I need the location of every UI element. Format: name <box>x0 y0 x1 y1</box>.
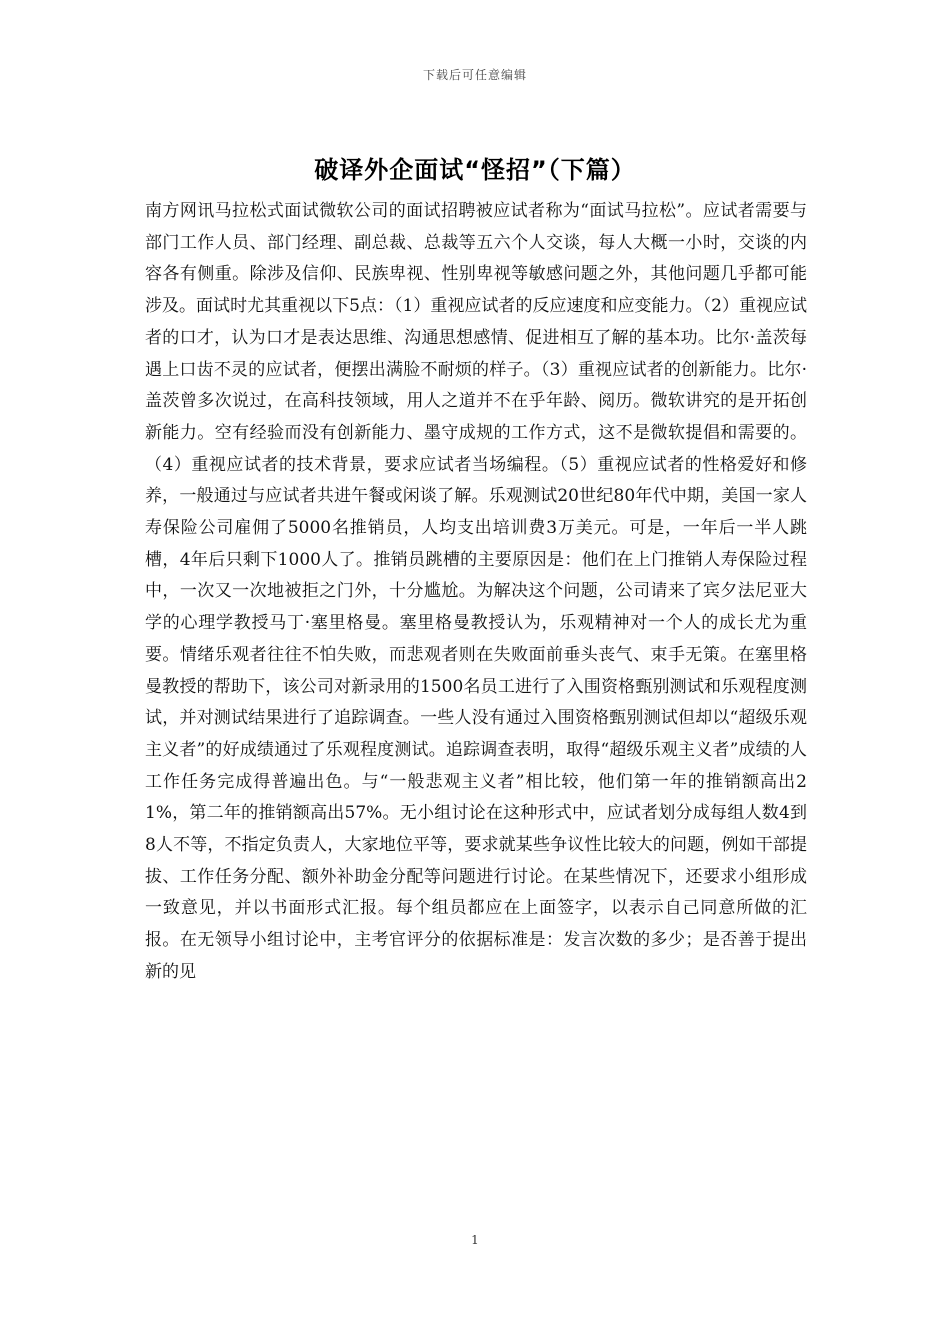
page-header: 下载后可任意编辑 <box>422 68 527 82</box>
document-title: 破译外企面试“怪招”（下篇） <box>314 156 636 184</box>
body-paragraph: 南方网讯马拉松式面试微软公司的面试招聘被应试者称为“面试马拉松”。应试者需要与部门工作人员、部门经理、副总裁、总裁等五六个人交谈，每人大概一小时，交谈的内容各有侧重。除涉及信仰、民族卑视、性别卑视等敏感问题之外，其他问题几乎都可能涉及。面试时尤其重视以下5点：（1）重视应试者的反应速度和应变能力。（2）重视应试者的口才，认为口才是表达思维、沟通思想感情、促进相互了解的基本功。比尔·盖茨每遇上口齿不灵的应试者，便摆出满脸不耐烦的样子。（3）重视应试者的创新能力。比尔·盖茨曾多次说过，在高科技领域，用人之道并不在乎年龄、阅历。微软讲究的是开拓创新能力。空有经验而没有创新能力、墨守成规的工作方式，这不是微软提倡和需要的。（4）重视应试者的技术背景，要求应试者当场编程。（5）重视应试者的性格爱好和修养，一般通过与应试者共进午餐或闲谈了解。乐观测试20世纪80年代中期，美国一家人寿保险公司雇佣了5000名推销员，人均支出培训费3万美元。可是，一年后一半人跳槽，4年后只剩下1000人了。推销员跳槽的主要原因是：他们在上门推销人寿保险过程中，一次又一次地被拒之门外，十分尴尬。为解决这个问题，公司请来了宾夕法尼亚大学的心理学教授马丁·塞里格曼。塞里格曼教授认为，乐观精神对一个人的成长尤为重要。情绪乐观者往往不怕失败，而悲观者则在失败面前垂头丧气、束手无策。在塞里格曼教授的帮助下，该公司对新录用的1500名员工进行了入围资格甄别测试和乐观程度测试，并对测试结果进行了追踪调查。一些人没有通过入围资格甄别测试但却以“超级乐观主义者”的好成绩通过了乐观程度测试。追踪调查表明，取得“超级乐观主义者”成绩的人工作任务完成得普遍出色。与“一般悲观主义者”相比较，他们第一年的推销额高出21%，第二年的推销额高出57%。无小组讨论在这种形式中，应试者划分成每组人数4到8人不等，不指定负责人，大家地位平等，要求就某些争议性比较大的问题，例如干部提拔、工作任务分配、额外补助金分配等问题进行讨论。在某些情况下，还要求小组形成一致意见，并以书面形式汇报。每个组员都应在上面签字，以表示自己同意所做的汇报。在无领导小组讨论中，主考官评分的依据标准是：发言次数的多少；是否善于提出新的见 <box>145 201 807 982</box>
page-number: 1 <box>471 1233 479 1247</box>
